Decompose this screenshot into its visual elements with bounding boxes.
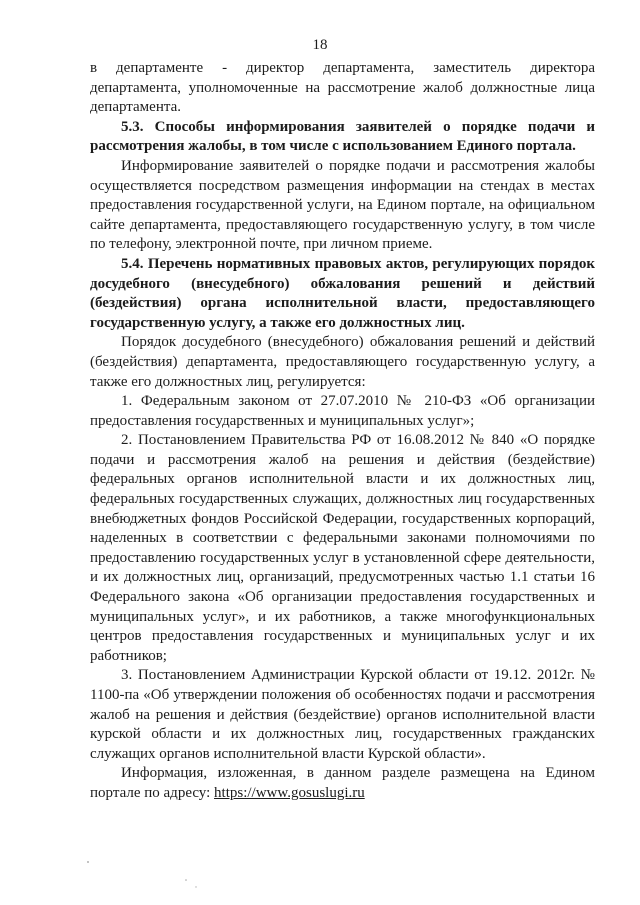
section-heading-5-3: 5.3. Способы информирования заявителей о порядке подачи и рассмотрения жалобы, в том числе с использованием Единого портала. <box>90 118 595 155</box>
list-item-kursk-decree: 3. Постановлением Администрации Курской области от 19.12. 2012г. № 1100-па «Об утверждении положения об особенностях подачи и рассмотрения жалоб на решения и действия (бездействие) органов исполнительной власти курской области и их должностных лиц, государственных гражданских служащих органов исполнительной власти Курской области». <box>90 667 595 762</box>
gosuslugi-link[interactable]: https://www.gosuslugi.ru <box>214 784 365 801</box>
portal-info-text: Информация, изложенная, в данном разделе размещена на Едином портале по адресу: <box>90 765 595 801</box>
section-heading-5-4: 5.4. Перечень нормативных правовых актов, регулирующих порядок досудебного (внесудебного) обжалования решений и действий (бездействия) органа исполнительной власти, предоставляющего государственную услугу, а также его должностных лиц. <box>90 255 595 331</box>
paragraph-portal-info <box>90 764 595 803</box>
document-body <box>90 59 595 804</box>
list-item-federal-law: 1. Федеральным законом от 27.07.2010 № 210-ФЗ «Об организации предоставления государственных и муниципальных услуг»; <box>90 393 595 429</box>
paragraph-informing: Информирование заявителей о порядке подачи и рассмотрения жалобы осуществляется посредством размещения информации на стендах в местах предоставления государственной услуги, на Едином портале, на официальном сайте департамента, предоставляющего государственную услугу, в том числе по телефону, электронной почте, при личном приеме. <box>90 157 595 253</box>
paragraph-appeal-procedure: Порядок досудебного (внесудебного) обжалования решений и действий (бездействия) департамента, предоставляющего государственную услугу, а также его должностных лиц, регулируется: <box>90 334 595 390</box>
list-item-government-decree: 2. Постановлением Правительства РФ от 16.08.2012 № 840 «О порядке подачи и рассмотрения жалоб на решения и действия (бездействие) федеральных органов исполнительной власти и их должностных лиц, федеральных государственных служащих, должностных лиц государственных внебюджетных фондов Российской Федерации, государственных корпораций, наделенных в соответствии с федеральными законами полномочиями по предоставлению государственных услуг в установленной сфере деятельности, и их должностных лиц, организаций, предусмотренных частью 1.1 статьи 16 Федерального закона «Об организации предоставления государственных и муниципальных услуг», и их работников, а также многофункциональных центров предоставления государственных и муниципальных услуг и их работников; <box>90 432 595 664</box>
paragraph-responsible-persons: в департаменте - директор департамента, заместитель директора департамента, уполномоченные на рассмотрение жалоб должностные лица департамента. <box>90 60 595 116</box>
page-number: 18 <box>312 37 328 53</box>
